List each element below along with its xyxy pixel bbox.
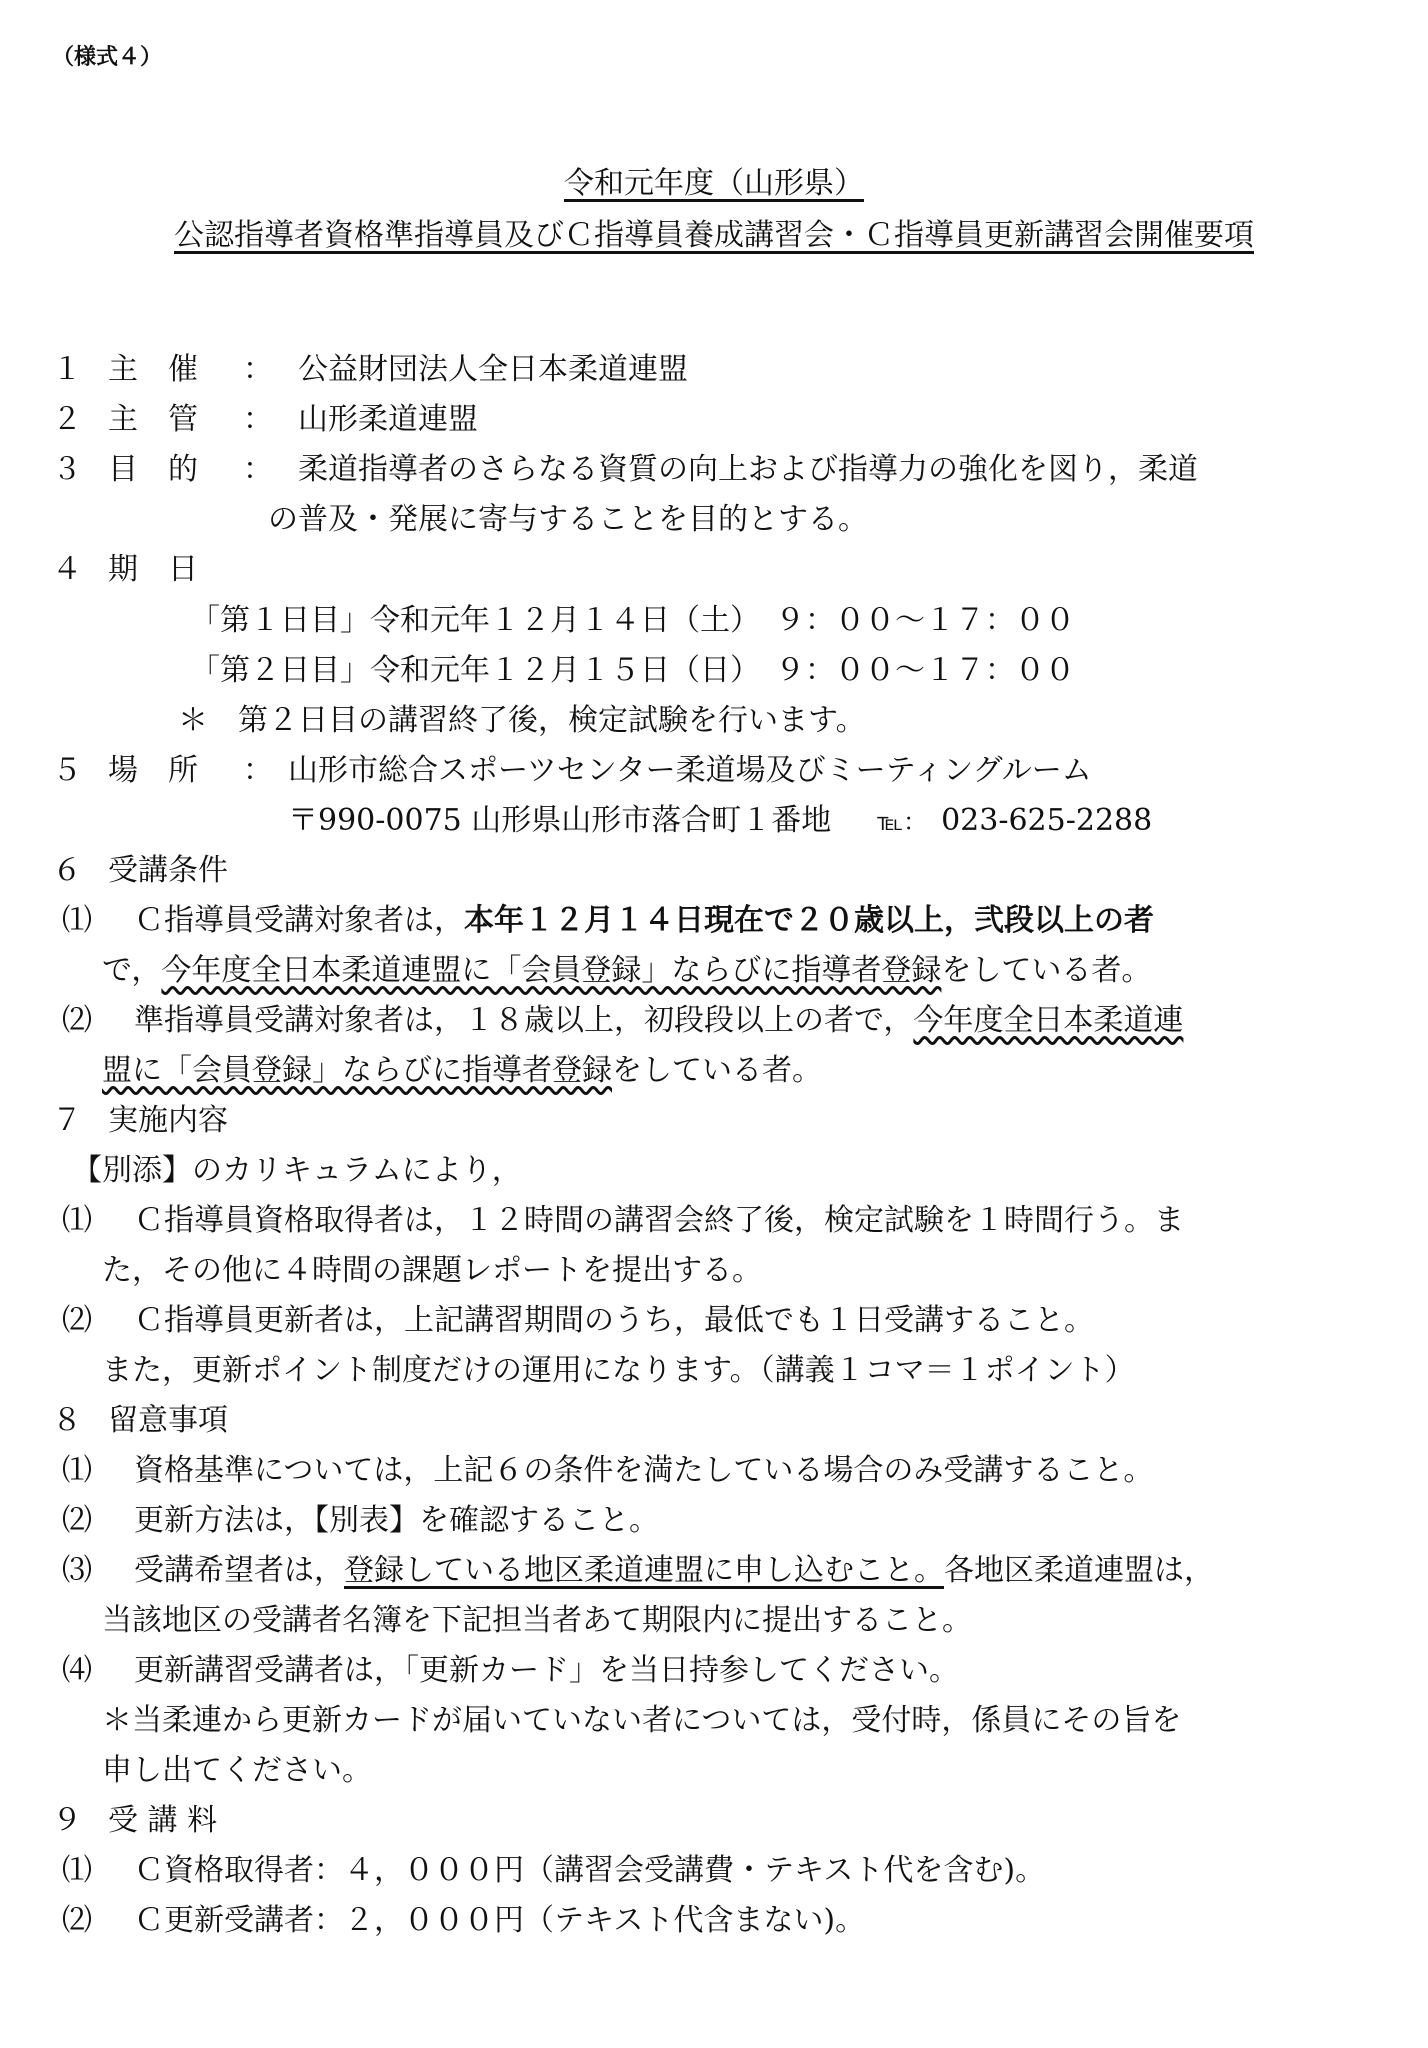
note-item-4 — [62, 1653, 959, 1689]
title-line-2 — [0, 210, 1428, 254]
condition-2-text-d: をしている者。 — [612, 1053, 822, 1088]
fee-item-1 — [62, 1853, 1045, 1889]
note-item-1 — [62, 1453, 1153, 1489]
condition-item-2 — [62, 1003, 1183, 1039]
section-key: 期 日 — [108, 552, 198, 587]
note-item-2 — [62, 1503, 659, 1539]
note-1-text: 資格基準については，上記６の条件を満たしている場合のみ受講すること。 — [134, 1453, 1154, 1488]
item-number: ⑴ — [62, 903, 92, 938]
section-3-purpose-cont: の普及・発展に寄与することを目的とする。 — [268, 502, 868, 537]
form-number-label: （様式４） — [52, 44, 163, 70]
section-number: ７ — [52, 1103, 82, 1138]
item-number: ⑷ — [62, 1653, 92, 1688]
section-text: 柔道指導者のさらなる資質の向上および指導力の強化を図り，柔道 — [298, 452, 1198, 487]
section-key: 主 管 — [108, 402, 198, 437]
section-9-fee — [52, 1803, 217, 1839]
note-item-3-cont: 当該地区の受講者名簿を下記担当者あて期限内に提出すること。 — [102, 1603, 972, 1638]
fee-item-2 — [62, 1903, 865, 1939]
content-item-2 — [62, 1303, 1094, 1339]
item-number: ⑴ — [62, 1203, 92, 1238]
condition-1-text-c: で， — [102, 953, 162, 988]
section-4-dates — [52, 552, 198, 588]
section-number: １ — [52, 352, 82, 387]
section-3-purpose — [52, 452, 1198, 488]
venue-phone: 023-625-2288 — [941, 803, 1153, 838]
section-6-conditions — [52, 853, 228, 889]
content-item-1 — [62, 1203, 1184, 1239]
condition-2-underlined: 今年度全日本柔道連 — [913, 1003, 1184, 1038]
condition-item-1 — [62, 903, 1154, 939]
section-key: 留意事項 — [108, 1403, 228, 1438]
section-text: 山形柔道連盟 — [298, 402, 478, 437]
section-text: 山形市総合スポーツセンター柔道場及びミーティングルーム — [288, 753, 1092, 788]
venue-address-text: 〒990-0075 山形県山形市落合町１番地 — [288, 803, 832, 838]
item-number: ⑵ — [62, 1903, 92, 1938]
note-item-4-note-cont: 申し出てください。 — [102, 1753, 372, 1788]
venue-address — [288, 803, 1152, 839]
fee-1-text: Ｃ資格取得者：４，０００円（講習会受講費・テキスト代を含む)。 — [134, 1853, 1046, 1888]
section-7-content — [52, 1103, 228, 1139]
section-number: ８ — [52, 1403, 82, 1438]
section-text: 公益財団法人全日本柔道連盟 — [298, 352, 688, 387]
section-number: ３ — [52, 452, 82, 487]
note-3-underlined: 登録している地区柔道連盟に申し込むこと。 — [344, 1553, 944, 1588]
section-number: ９ — [52, 1803, 82, 1838]
section-key: 場 所 — [108, 753, 198, 788]
note-4-text: 更新講習受講者は，「更新カード」を当日持参してください。 — [134, 1653, 959, 1688]
content-intro: 【別添】のカリキュラムにより， — [72, 1153, 522, 1188]
condition-1-text-e: をしている者。 — [941, 953, 1152, 988]
section-key: 主 催 — [108, 352, 198, 387]
section-key: 受 講 料 — [108, 1803, 218, 1838]
note-3-text-a: 受講希望者は， — [134, 1553, 344, 1588]
title-line-1 — [0, 158, 1428, 202]
title-line-1-text: 令和元年度（山形県） — [564, 166, 864, 201]
section-colon: ： — [243, 753, 273, 788]
note-item-4-note: ＊当柔連から更新カードが届いていない者については，受付時，係員にその旨を — [102, 1703, 1182, 1738]
condition-1-bold: 本年１２月１４日現在で２０歳以上，弐段以上の者 — [464, 903, 1154, 938]
content-1-text: Ｃ指導員資格取得者は，１２時間の講習会終了後，検定試験を１時間行う。ま — [134, 1203, 1184, 1238]
title-line-2-text: 公認指導者資格準指導員及びＣ指導員養成講習会・Ｃ指導員更新講習会開催要項 — [174, 218, 1254, 253]
date-note: ＊ 第２日目の講習終了後，検定試験を行います。 — [178, 703, 866, 738]
item-number: ⑴ — [62, 1853, 92, 1888]
section-colon: ： — [243, 402, 273, 437]
condition-item-1-cont — [102, 953, 1151, 989]
item-number: ⑵ — [62, 1003, 92, 1038]
content-item-2-cont: また，更新ポイント制度だけの運用になります。（講義１コマ＝１ポイント） — [102, 1353, 1135, 1388]
content-item-1-cont: た，その他に４時間の課題レポートを提出する。 — [102, 1253, 762, 1288]
item-number: ⑴ — [62, 1453, 92, 1488]
section-5-venue — [52, 753, 1092, 789]
section-2-host — [52, 402, 478, 438]
date-day-1: 「第１日目」令和元年１２月１４日（土） ９：００～１７：００ — [190, 603, 1075, 638]
item-number: ⑶ — [62, 1553, 92, 1588]
condition-1-underlined: 今年度全日本柔道連盟に「会員登録」ならびに指導者登録 — [161, 953, 942, 988]
item-number: ⑵ — [62, 1303, 92, 1338]
section-number: ５ — [52, 753, 82, 788]
note-2-text: 更新方法は，【別表】を確認すること。 — [134, 1503, 659, 1538]
section-8-notes — [52, 1403, 228, 1439]
condition-1-text-a: Ｃ指導員受講対象者は， — [134, 903, 464, 938]
fee-2-text: Ｃ更新受講者：２，０００円（テキスト代含まない)。 — [134, 1903, 866, 1938]
section-colon: ： — [243, 352, 273, 387]
date-day-2: 「第２日目」令和元年１２月１５日（日） ９：００～１７：００ — [190, 653, 1075, 688]
section-key: 実施内容 — [108, 1103, 228, 1138]
note-3-text-c: 各地区柔道連盟は， — [944, 1553, 1214, 1588]
content-2-text: Ｃ指導員更新者は，上記講習期間のうち，最低でも１日受講すること。 — [134, 1303, 1094, 1338]
condition-2-text-a: 準指導員受講対象者は，１８歳以上，初段段以上の者で， — [134, 1003, 914, 1038]
section-number: ４ — [52, 552, 82, 587]
section-1-organizer — [52, 352, 688, 388]
section-key: 目 的 — [108, 452, 198, 487]
item-number: ⑵ — [62, 1503, 92, 1538]
condition-2-underlined-cont: 盟に「会員登録」ならびに指導者登録 — [102, 1053, 612, 1088]
section-key: 受講条件 — [108, 853, 228, 888]
phone-icon: ℡： — [877, 808, 928, 836]
section-number: ６ — [52, 853, 82, 888]
section-number: ２ — [52, 402, 82, 437]
condition-item-2-cont — [102, 1053, 822, 1089]
section-colon: ： — [243, 452, 273, 487]
note-item-3 — [62, 1553, 1214, 1589]
